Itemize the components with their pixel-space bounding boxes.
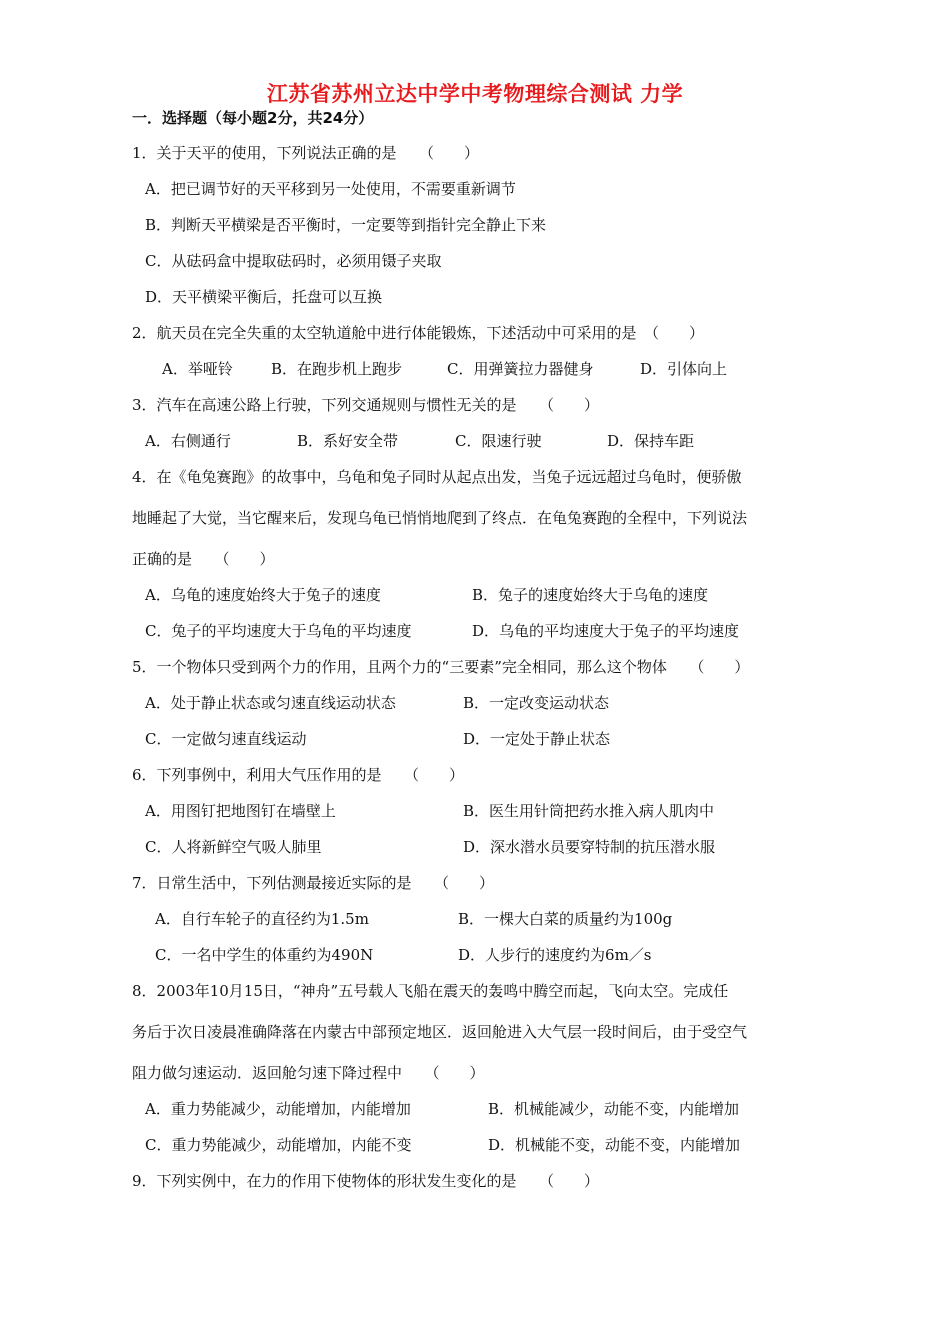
question-4-option-b: B．兔子的速度始终大于乌龟的速度 [472, 586, 709, 604]
question-8-option-c: C．重力势能减少，动能增加，内能不变 [145, 1136, 412, 1154]
question-4-stem-line-2: 地睡起了大觉，当它醒来后，发现乌龟已悄悄地爬到了终点．在龟兔赛跑的全程中，下列说法 [132, 509, 748, 527]
question-5-option-d: D．一定处于静止状态 [463, 730, 611, 748]
question-2-option-b: B．在跑步机上跑步 [271, 360, 403, 378]
question-8-option-b: B．机械能减少，动能不变，内能增加 [488, 1100, 740, 1118]
question-7-option-d: D．人步行的速度约为6m／s [458, 946, 652, 964]
question-1-option-d: D．天平横梁平衡后，托盘可以互换 [145, 288, 383, 306]
question-2-stem: 2．航天员在完全失重的太空轨道舱中进行体能锻炼，下述活动中可采用的是 （ ） [132, 324, 705, 342]
question-7-option-b: B．一棵大白菜的质量约为100g [458, 910, 673, 928]
question-1-option-b: B．判断天平横梁是否平衡时，一定要等到指针完全静止下来 [145, 216, 547, 234]
question-5-stem: 5．一个物体只受到两个力的作用，且两个力的“三要素”完全相同，那么这个物体 （ ） [132, 658, 750, 676]
question-8-stem-line-3: 阻力做匀速运动．返回舱匀速下降过程中 （ ） [132, 1064, 485, 1082]
question-8-stem-line-2: 务后于次日凌晨准确降落在内蒙古中部预定地区．返回舱进入大气层一段时间后，由于受空气 [132, 1023, 748, 1041]
question-2-option-c: C．用弹簧拉力器健身 [447, 360, 594, 378]
question-1-stem: 1．关于天平的使用，下列说法正确的是 （ ） [132, 144, 480, 162]
question-6-option-a: A．用图钉把地图钉在墙壁上 [145, 802, 336, 820]
question-7-option-c: C．一名中学生的体重约为490N [155, 946, 374, 964]
question-2-option-a: A．举哑铃 [162, 360, 233, 378]
question-6-stem: 6．下列事例中，利用大气压作用的是 （ ） [132, 766, 465, 784]
question-4-stem-line-1: 4．在《龟兔赛跑》的故事中，乌龟和兔子同时从起点出发，当兔子远远超过乌龟时，便骄傲 [132, 468, 742, 486]
question-7-stem: 7．日常生活中，下列估测最接近实际的是 （ ） [132, 874, 495, 892]
question-5-option-a: A．处于静止状态或匀速直线运动状态 [145, 694, 396, 712]
question-7-option-a: A．自行车轮子的直径约为1.5m [155, 910, 369, 928]
question-1-option-c: C．从砝码盒中提取砝码时，必须用镊子夹取 [145, 252, 442, 270]
question-6-option-d: D．深水潜水员要穿特制的抗压潜水服 [463, 838, 716, 856]
document-title: 江苏省苏州立达中学中考物理综合测试 力学 [266, 82, 684, 106]
question-4-option-a: A．乌龟的速度始终大于兔子的速度 [145, 586, 381, 604]
question-4-stem-line-3: 正确的是 （ ） [132, 550, 275, 568]
question-5-option-b: B．一定改变运动状态 [463, 694, 610, 712]
question-3-option-b: B．系好安全带 [297, 432, 399, 450]
question-6-option-b: B．医生用针筒把药水推入病人肌肉中 [463, 802, 715, 820]
question-4-option-d: D．乌龟的平均速度大于兔子的平均速度 [472, 622, 740, 640]
question-8-option-a: A．重力势能减少，动能增加，内能增加 [145, 1100, 411, 1118]
question-4-option-c: C．兔子的平均速度大于乌龟的平均速度 [145, 622, 412, 640]
question-3-option-d: D．保持车距 [607, 432, 695, 450]
question-5-option-c: C．一定做匀速直线运动 [145, 730, 307, 748]
question-3-option-c: C．限速行驶 [455, 432, 542, 450]
question-3-option-a: A．右侧通行 [145, 432, 231, 450]
question-1-option-a: A．把已调节好的天平移到另一处使用，不需要重新调节 [145, 180, 516, 198]
question-8-stem-line-1: 8．2003年10月15日，“神舟”五号载人飞船在震天的轰鸣中腾空而起，飞向太空。完成任 [132, 982, 729, 1000]
question-2-option-d: D．引体向上 [640, 360, 728, 378]
question-3-stem: 3．汽车在高速公路上行驶，下列交通规则与惯性无关的是 （ ） [132, 396, 600, 414]
question-9-stem: 9．下列实例中，在力的作用下使物体的形状发生变化的是 （ ） [132, 1172, 600, 1190]
question-8-option-d: D．机械能不变，动能不变，内能增加 [488, 1136, 741, 1154]
question-6-option-c: C．人将新鲜空气吸人肺里 [145, 838, 322, 856]
section-heading: 一．选择题（每小题2分，共24分） [132, 109, 374, 127]
